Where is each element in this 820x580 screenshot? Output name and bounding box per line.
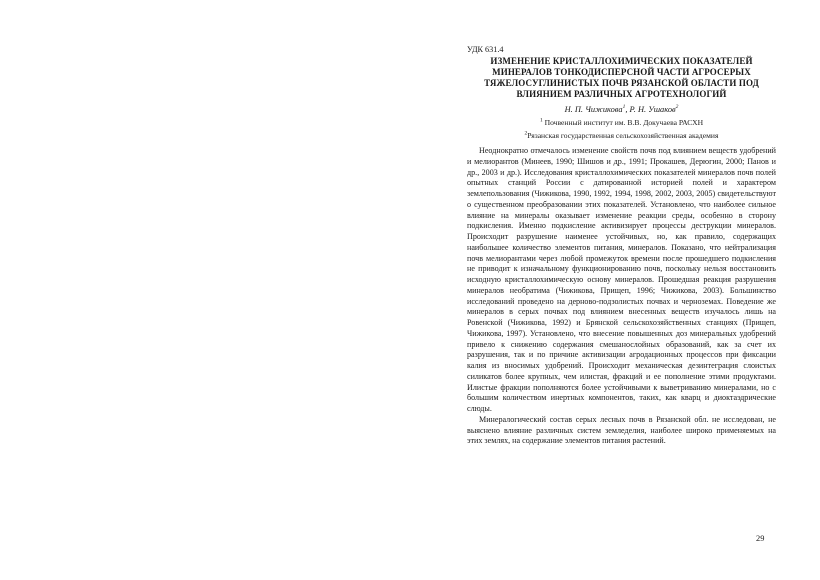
article-body <box>467 146 776 447</box>
title-line: ТЯЖЕЛОСУГЛИНИСТЫХ ПОЧВ РЯЗАНСКОЙ ОБЛАСТИ ПОД <box>484 78 759 88</box>
author-name: Р. Н. Ушаков <box>629 105 676 114</box>
author-affiliation-marker: 1 <box>622 104 626 111</box>
author-separator: , <box>625 105 630 114</box>
body-paragraph: Минералогический состав серых лесных почв в Рязанской обл. не исследован, не выяснено влияние различных систем земледелия, наиболее широко применяемых на этих землях, на содержание элементов питания растений. <box>467 414 776 446</box>
author-affiliation-marker: 2 <box>675 104 679 111</box>
article-title <box>467 56 776 100</box>
udk-code: УДК 631.4 <box>467 45 504 54</box>
affiliation <box>467 131 776 141</box>
author-name: Н. П. Чижикова <box>564 105 623 114</box>
document-page <box>467 44 776 572</box>
affiliation-marker: 2 <box>524 130 528 137</box>
body-paragraph: Неоднократно отмечалось изменение свойств почв под влиянием веществ удобрений и мелиорантов (Минеев, 1990; Шишов и др., 1991; Прокашев, Дерюгин, 2000; Панов и др., 2003 и др.). Исследования кристаллохимических показателей минералов почв полей опытных станций России с датированной историей полей и характером землепользования (Чижикова, 1990, 1992, 1994, 1998, 2002, 2003, 2005) свидетельствуют о существенном преобразовании этих показателей. Установлено, что наиболее сильное влияние на минералы оказывает изменение реакции среды, особенно в сторону подкисления. Именно подкисление активизирует процессы деструкции минералов. Происходит разрушение наименее устойчивых, но, как правило, содержащих наибольшее количество элементов питания, минералов. Показано, что нейтрализация почв мелиорантами через любой промежуток времени после прошедшего подкисления не приводит к изначальному функционированию почв, поскольку нельзя восстановить исходную кристаллохимическую основу минералов. Прошедшая реакция разрушения минералов необратима (Чижикова, Прищеп, 1996; Чижикова, 2003). Большинство исследований проведено на дерново-подзолистых почвах и черноземах. Поведение же минералов в серых почвах под влиянием внесенных веществ изучалось лишь на Ровенской (Чижикова, 1992) и Брянской сельскохозяйственных станциях (Прищеп, Чижикова, 1997). Установлено, что внесение повышенных доз минеральных удобрений привело к снижению содержания смешанослойных образований, как за счет их разрушения, так и по причине активизации агродационных процессов при фиксации калия из вносимых удобрений. Происходит механическая дезинтеграция слоистых силикатов более крупных, чем илистая, фракций и ее пополнение этими продуктами. Илистые фракции пополняются более устойчивыми к выветриванию минералами, но с большим количеством инертных компонентов, таких, как кварц и диоктаэдрические слюды. <box>467 146 776 413</box>
affiliation <box>467 118 776 128</box>
affiliation-marker: 1 <box>539 117 543 124</box>
page-number: 29 <box>756 534 765 543</box>
title-line: ИЗМЕНЕНИЕ КРИСТАЛЛОХИМИЧЕСКИХ ПОКАЗАТЕЛЕЙ <box>490 56 753 66</box>
title-line: ВЛИЯНИЕМ РАЗЛИЧНЫХ АГРОТЕХНОЛОГИЙ <box>516 89 727 99</box>
affiliation-text: Почвенный институт им. В.В. Докучаева РАСХН <box>542 118 704 127</box>
author-list <box>467 104 776 115</box>
affiliation-text: Рязанская государственная сельскохозяйственная академия <box>527 131 719 140</box>
title-line: МИНЕРАЛОВ ТОНКОДИСПЕРСНОЙ ЧАСТИ АГРОСЕРЫХ <box>492 67 751 77</box>
